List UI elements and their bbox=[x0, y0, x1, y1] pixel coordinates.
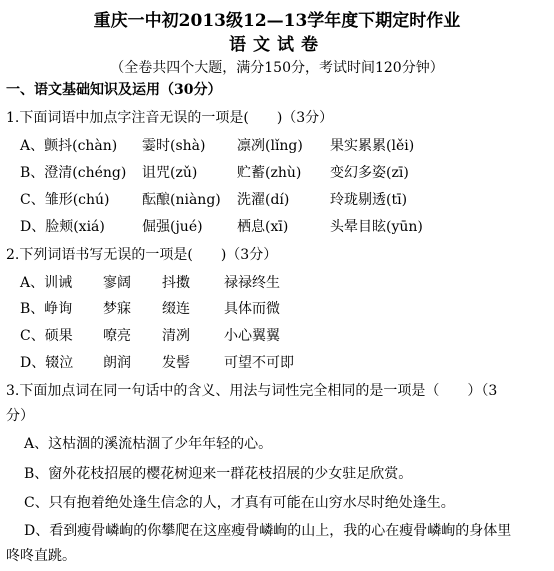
q1-option-c-item-3: 洗濯(dí) bbox=[237, 192, 290, 208]
q1-option-d-item-3: 栖息(xī) bbox=[237, 219, 289, 235]
q2-option-b-item-1: B、峥询 bbox=[20, 301, 73, 317]
q1-option-a-item-4: 果实累累(lěi) bbox=[330, 138, 415, 154]
section-heading: 一、语文基础知识及运用（30分） bbox=[6, 82, 222, 98]
q1-stem: 1.下面词语中加点字注音无误的一项是( )（3分） bbox=[6, 110, 334, 126]
q3-stem-line2: 分） bbox=[6, 408, 34, 424]
q2-option-d-item-4: 可望不可即 bbox=[224, 355, 294, 371]
q1-option-c-item-4: 玲珑剔透(tī) bbox=[330, 192, 408, 208]
q1-option-b-item-4: 变幻多姿(zī) bbox=[330, 165, 409, 181]
q1-option-d-item-1: D、脸颊(xiá) bbox=[20, 219, 105, 235]
q1-option-a-item-3: 凛冽(lǐng) bbox=[237, 138, 303, 154]
q2-option-b-item-3: 缀连 bbox=[162, 301, 190, 317]
q1-option-c-item-2: 酝酿(niàng) bbox=[142, 192, 221, 208]
q3-option-c: C、只有抱着绝处逢生信念的人，才真有可能在山穷水尽时绝处逢生。 bbox=[24, 495, 455, 511]
q3-option-d-cont: 咚咚直跳。 bbox=[6, 548, 76, 564]
q2-option-d-item-3: 发髻 bbox=[162, 355, 190, 371]
q3-option-a: A、这枯涸的溪流枯涸了少年年轻的心。 bbox=[24, 436, 273, 452]
q2-option-a-item-1: A、训诫 bbox=[20, 275, 73, 291]
q1-option-b-item-2: 诅咒(zǔ) bbox=[142, 165, 198, 181]
q2-option-c-item-4: 小心翼翼 bbox=[224, 328, 280, 344]
q2-option-b-item-2: 梦寐 bbox=[103, 301, 131, 317]
q2-option-d-item-2: 朗润 bbox=[103, 355, 131, 371]
q2-option-c-item-2: 嘹亮 bbox=[103, 328, 131, 344]
q3-stem-line1: 3.下面加点词在同一句话中的含义、用法与词性完全相同的是一项是（ ）（3 bbox=[6, 383, 498, 399]
q2-option-b-item-4: 具体而微 bbox=[224, 301, 280, 317]
q1-option-a-item-2: 霎时(shà) bbox=[142, 138, 206, 154]
q1-option-b-item-3: 贮蓄(zhù) bbox=[237, 165, 302, 181]
q3-option-d: D、看到瘦骨嶙峋的你攀爬在这座瘦骨嶙峋的山上，我的心在瘦骨嶙峋的身体里 bbox=[24, 523, 512, 539]
q1-option-d-item-2: 倔强(jué) bbox=[142, 219, 203, 235]
exam-title: 重庆一中初2013级12—13学年度下期定时作业 bbox=[93, 11, 461, 31]
q2-option-a-item-2: 寥阔 bbox=[103, 275, 131, 291]
q1-option-a-item-1: A、颤抖(chàn) bbox=[20, 138, 118, 154]
q1-option-c-item-1: C、雏形(chú) bbox=[20, 192, 110, 208]
exam-note: （全卷共四个大题，满分150分，考试时间120分钟） bbox=[110, 60, 444, 76]
exam-subtitle: 语文试卷 bbox=[229, 35, 325, 55]
q1-option-d-item-4: 头晕目眩(yūn) bbox=[330, 219, 423, 235]
q3-option-b: B、窗外花枝招展的樱花树迎来一群花枝招展的少女驻足欣赏。 bbox=[24, 466, 413, 482]
q2-stem: 2.下列词语书写无误的一项是( )（3分） bbox=[6, 247, 278, 263]
q2-option-c-item-1: C、硕果 bbox=[20, 328, 73, 344]
q1-option-b-item-1: B、澄清(chéng) bbox=[20, 165, 127, 181]
q2-option-a-item-4: 禄禄终生 bbox=[224, 275, 280, 291]
q2-option-d-item-1: D、辍泣 bbox=[20, 355, 74, 371]
q2-option-c-item-3: 清冽 bbox=[162, 328, 190, 344]
q2-option-a-item-3: 抖擞 bbox=[162, 275, 190, 291]
